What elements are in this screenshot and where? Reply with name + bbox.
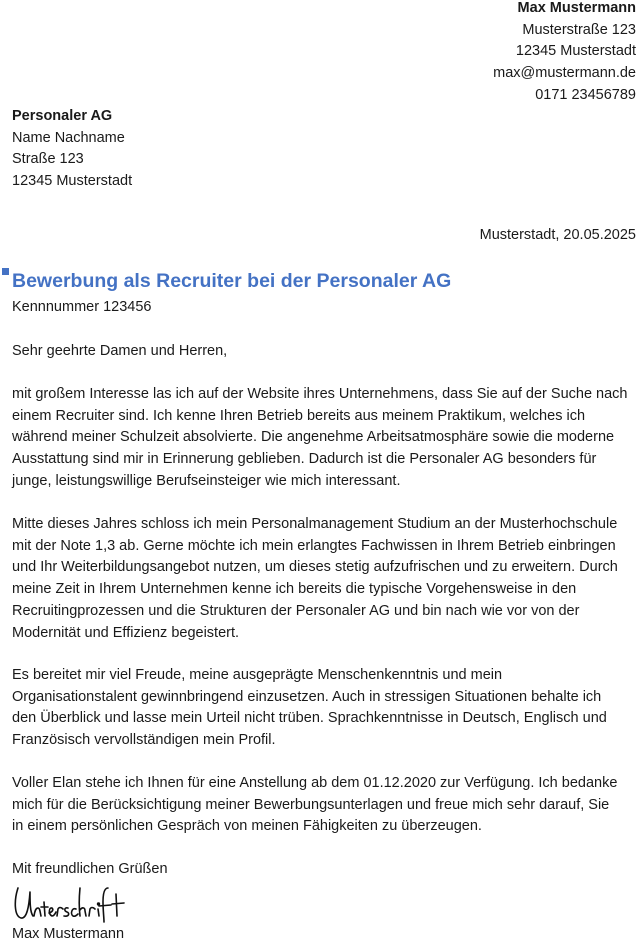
paragraph-line: während meiner Schulzeit absolvierte. Die angenehme Arbeitsatmosphäre sowie die moderne bbox=[12, 429, 615, 446]
body-paragraph-4 bbox=[12, 773, 637, 838]
paragraph-line: Modernität und Effizienz begeistert. bbox=[12, 624, 240, 641]
paragraph-line: Ausstattung sind mir in Erinnerung geblieben. Dadurch ist die Personaler AG besonders für bbox=[12, 451, 597, 468]
paragraph-line: Voller Elan stehe ich Ihnen für eine Anstellung ab dem 01.12.2020 zur Verfügung. Ich bedanke bbox=[12, 775, 618, 791]
sender-phone: 0171 23456789 bbox=[535, 86, 636, 103]
letter-greeting: Sehr geehrte Damen und Herren, bbox=[12, 343, 228, 359]
letter-date: Musterstadt, 20.05.2025 bbox=[479, 227, 636, 243]
paragraph-line: Organisationstalent gewinnbringend einzusetzen. Auch in stressigen Situationen behalte ich bbox=[12, 688, 602, 705]
recipient-city: 12345 Musterstadt bbox=[12, 173, 133, 190]
handwritten-signature bbox=[12, 880, 132, 924]
body-paragraph-1 bbox=[12, 384, 637, 493]
paragraph-line: Französisch vervollständigen mein Profil. bbox=[12, 732, 276, 749]
paragraph-line: einem Recruiter sind. Ich kenne Ihren Betrieb bereits aus meinem Praktikum, welches ich bbox=[12, 407, 586, 424]
letter-closing: Mit freundlichen Grüßen bbox=[12, 861, 168, 877]
reference-number: Kennnummer 123456 bbox=[12, 299, 152, 315]
subject-marker-square bbox=[2, 268, 9, 275]
sender-city: 12345 Musterstadt bbox=[515, 43, 636, 60]
paragraph-line: und Ihr Weiterbildungsangebot nutzen, um dieses stetig aufzufrischen und zu erweitern. Durch bbox=[12, 559, 618, 576]
sender-name: Max Mustermann bbox=[517, 0, 636, 16]
sender-block bbox=[493, 0, 636, 107]
paragraph-line: meine Zeit in Ihrem Unternehmen kenne ich bereits die typische Vorgehensweise in den bbox=[12, 581, 577, 598]
recipient-street: Straße 123 bbox=[12, 151, 84, 168]
letter-subject: Bewerbung als Recruiter bei der Personaler AG bbox=[12, 270, 452, 292]
paragraph-line: mit der Note 1,3 ab. Gerne möchte ich mein erlangtes Fachwissen in Ihrem Betrieb einbringen bbox=[12, 537, 616, 554]
signature-text: Unterschrift bbox=[12, 880, 18, 881]
paragraph-line: mich für die Berücksichtigung meiner Bewerbungsunterlagen und freue mich sehr darauf, Sie bbox=[12, 796, 610, 813]
recipient-contact: Name Nachname bbox=[12, 129, 125, 146]
paragraph-line: den Überblick und lasse mein Urteil nicht trüben. Sprachkenntnisse in Deutsch, Englisch und bbox=[12, 710, 607, 727]
body-paragraph-3 bbox=[12, 665, 637, 752]
recipient-block bbox=[12, 106, 132, 193]
paragraph-line: in einem persönlichen Gespräch von meinen Fähigkeiten zu überzeugen. bbox=[12, 818, 482, 835]
paragraph-line: Mitte dieses Jahres schloss ich mein Personalmanagement Studium an der Musterhochschule bbox=[12, 516, 618, 532]
body-paragraph-2 bbox=[12, 514, 637, 644]
sender-street: Musterstraße 123 bbox=[522, 21, 636, 38]
recipient-company: Personaler AG bbox=[12, 108, 113, 124]
paragraph-line: mit großem Interesse las ich auf der Website ihres Unternehmens, dass Sie auf der Suche nach bbox=[12, 386, 628, 402]
paragraph-line: Es bereitet mir viel Freude, meine ausgeprägte Menschenkenntnis und mein bbox=[12, 667, 503, 683]
paragraph-line: Recruitingprozessen und die Strukturen der Personaler AG und bin nach wie vor von der bbox=[12, 602, 580, 619]
sender-email: max@mustermann.de bbox=[493, 65, 636, 82]
signer-name: Max Mustermann bbox=[12, 926, 125, 942]
paragraph-line: junge, leistungswillige Berufseinsteiger wie mich interessant. bbox=[12, 472, 401, 489]
